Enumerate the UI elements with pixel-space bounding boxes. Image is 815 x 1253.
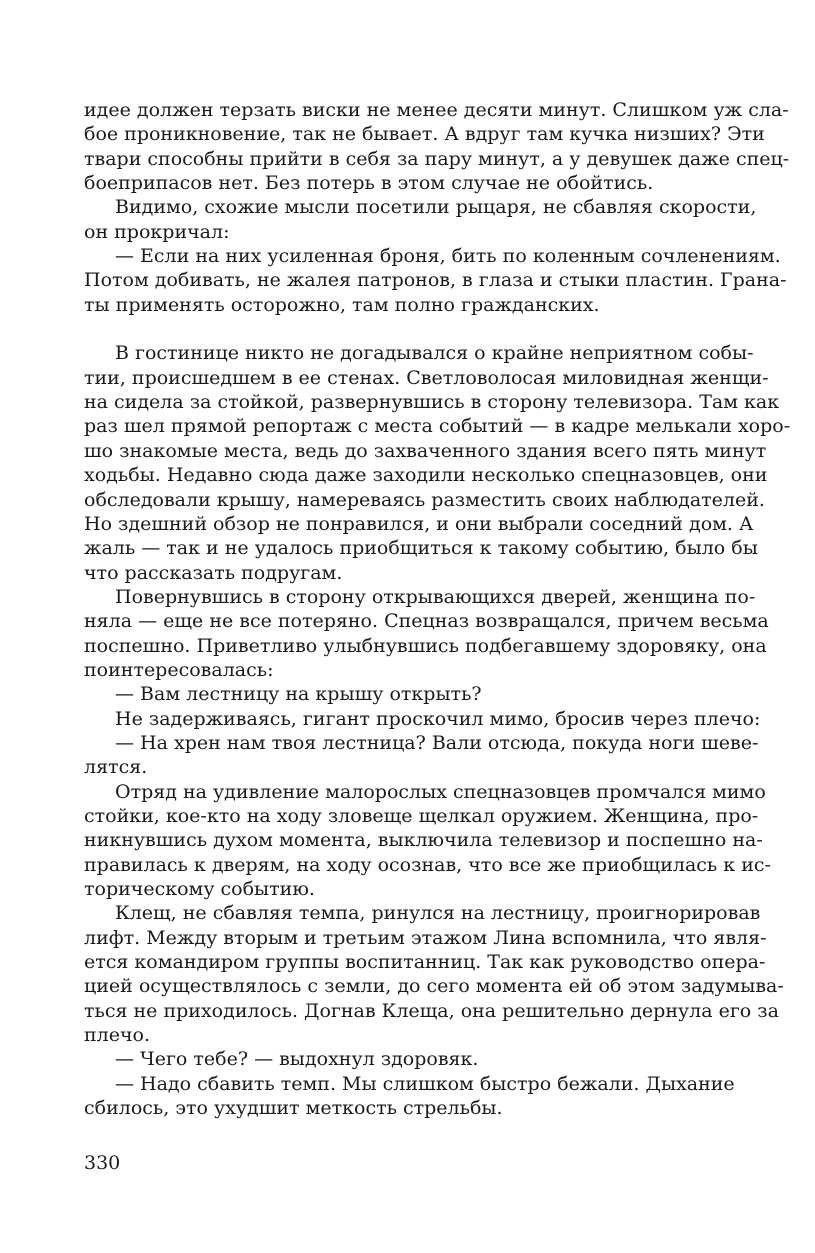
text-line: идее должен терзать виски не менее десяти минут. Слишком уж сла-	[84, 99, 789, 121]
text-line: тии, происшедшем в ее стенах. Светловолосая миловидная женщи-	[84, 366, 769, 389]
text-line: — Вам лестницу на крышу открыть?	[115, 683, 482, 706]
paragraph	[84, 585, 769, 682]
text-line: ты применять осторожно, там полно гражданских.	[84, 293, 600, 316]
dialogue-paragraph	[84, 1072, 735, 1121]
paragraph	[84, 98, 790, 195]
text-line: ется командиром группы воспитанниц. Так как руководство опера-	[84, 951, 766, 974]
text-line: боеприпасов нет. Без потерь в этом случае не обойтись.	[84, 172, 654, 195]
text-line: никнувшись духом момента, выключила телевизор и поспешно на-	[84, 829, 763, 852]
text-line: В гостинице никто не догадывался о крайне неприятном собы-	[115, 342, 754, 365]
text-line: бое проникновение, так не бывает. А вдруг там кучка низших? Эти	[84, 123, 765, 146]
dialogue-paragraph	[84, 731, 759, 780]
paragraph	[84, 707, 761, 731]
text-line: ходьбы. Недавно сюда даже заходили несколько спецназовцев, они	[84, 464, 768, 487]
text-line: шо знакомые места, ведь до захваченного здания всего пять минут	[84, 439, 767, 462]
text-line: ться не приходилось. Догнав Клеща, она решительно дернула его за	[84, 999, 779, 1022]
paragraph	[84, 901, 784, 1047]
text-line: няла — еще не все потеряно. Спецназ возвращался, причем весьма	[84, 610, 769, 633]
text-line: лифт. Между вторым и третьим этажом Лина вспомнила, что явля-	[84, 926, 767, 949]
section-break	[84, 317, 732, 341]
text-line: правилась к дверям, на ходу осознав, что все же приобщилась к ис-	[84, 853, 771, 876]
page-number: 330	[84, 1152, 121, 1174]
text-line: на сидела за стойкой, развернувшись в сторону телевизора. Там как	[84, 391, 780, 414]
text-line: раз шел прямой репортаж с места событий — в кадре мелькали хоро-	[84, 415, 791, 438]
text-line: Потом добивать, не жалея патронов, в глаза и стыки пластин. Грана-	[84, 269, 787, 292]
text-line: поспешно. Приветливо улыбнувшись подбегавшему здоровяку, она	[84, 634, 767, 657]
text-line: Не задерживаясь, гигант проскочил мимо, бросив через плечо:	[115, 707, 761, 730]
text-line: Отряд на удивление малорослых спецназовцев промчался мимо	[115, 780, 766, 803]
text-line: Клещ, не сбавляя темпа, ринулся на лестницу, проигнорировав	[115, 902, 761, 925]
text-line: Повернувшись в сторону открывающихся дверей, женщина по-	[115, 585, 756, 608]
text-line: твари способны прийти в себя за пару минут, а у девушек даже спец-	[84, 147, 790, 170]
paragraph	[84, 341, 791, 584]
page-body	[84, 98, 791, 1120]
text-line: обследовали крышу, намереваясь разместить своих наблюдателей.	[84, 488, 765, 511]
text-line: плечо.	[84, 1024, 151, 1047]
text-line: Видимо, схожие мысли посетили рыцаря, не сбавляя скорости,	[115, 196, 757, 219]
text-line: — На хрен нам твоя лестница? Вали отсюда, покуда ноги шеве-	[115, 731, 759, 754]
text-line: жаль — так и не удалось приобщиться к такому событию, было бы	[84, 537, 758, 560]
paragraph	[84, 780, 771, 902]
text-line: — Надо сбавить темп. Мы слишком быстро бежали. Дыхание	[115, 1072, 735, 1095]
text-line: — Чего тебе? — выдохнул здоровяк.	[115, 1048, 479, 1071]
text-line: поинтересовалась:	[84, 658, 274, 681]
paragraph	[84, 195, 757, 244]
dialogue-paragraph	[84, 244, 787, 317]
text-line: торическому событию.	[84, 878, 315, 900]
text-line: стойки, кое-кто на ходу зловеще щелкал оружием. Женщина, про-	[84, 804, 759, 827]
text-line: Но здешний обзор не понравился, и они выбрали соседний дом. А	[84, 512, 754, 535]
text-line: лятся.	[84, 756, 148, 779]
text-line: что рассказать подругам.	[84, 561, 343, 584]
text-line: цией осуществлялось с земли, до сего момента ей об этом задумыва-	[84, 975, 784, 998]
text-line: сбилось, это ухудшит меткость стрельбы.	[84, 1097, 503, 1120]
dialogue-paragraph	[84, 682, 732, 706]
text-line: он прокричал:	[84, 220, 230, 243]
text-line: — Если на них усиленная броня, бить по коленным сочленениям.	[115, 245, 781, 268]
dialogue-paragraph	[84, 1047, 732, 1071]
